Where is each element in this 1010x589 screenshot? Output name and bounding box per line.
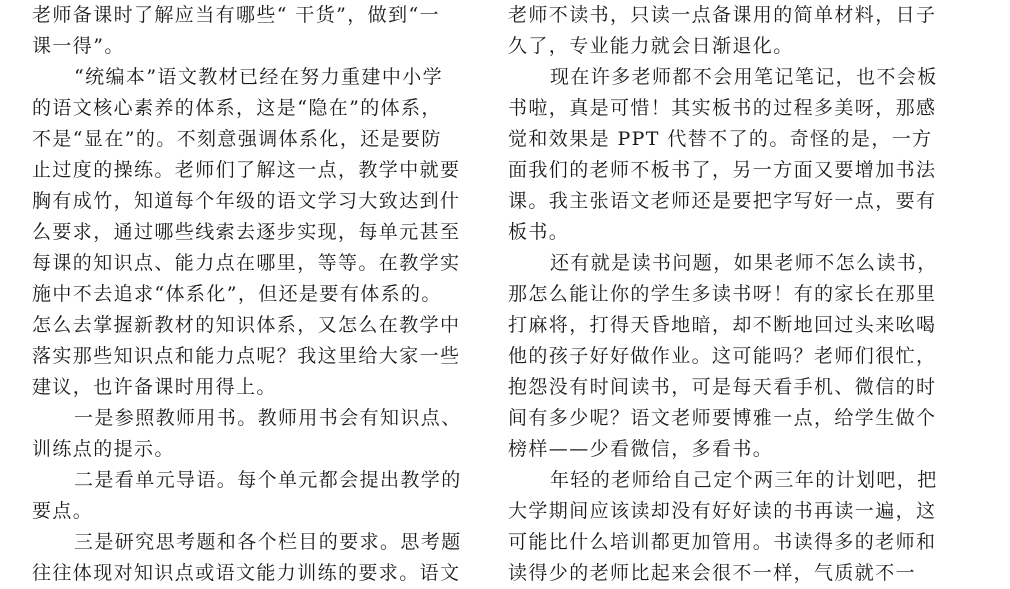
text-line: 久了，专业能力就会日渐退化。 <box>508 35 794 57</box>
text-line: 大学期间应该读却没有好好读的书再读一遍，这 <box>508 500 937 522</box>
text-line: 课。我主张语文老师还是要把字写好一点，要有 <box>508 190 937 212</box>
text-line: 觉和效果是 PPT 代替不了的。奇怪的是，一方 <box>508 128 933 150</box>
text-line: 打麻将，打得天昏地暗，却不断地回过头来吆喝 <box>508 314 937 336</box>
text-line: 书啦，真是可惜！其实板书的过程多美呀，那感 <box>508 97 937 119</box>
text-line: 每课的知识点、能力点在哪里，等等。在教学实 <box>32 252 461 274</box>
text-line: 么要求，通过哪些线索去逐步实现，每单元甚至 <box>32 221 461 243</box>
text-line: 落实那些知识点和能力点呢？我这里给大家一些 <box>32 345 461 367</box>
text-line: 现在许多老师都不会用笔记笔记，也不会板 <box>550 66 938 88</box>
text-line: “统编本”语文教材已经在努力重建中小学 <box>74 66 444 88</box>
text-line: 不是“显在”的。不刻意强调体系化，还是要防 <box>32 128 442 150</box>
text-line: 板书。 <box>508 221 570 243</box>
text-line: 老师备课时了解应当有哪些“ 干货”，做到“一 <box>32 4 440 26</box>
text-line: 往往体现对知识点或语文能力训练的要求。语文 <box>32 562 461 584</box>
text-line: 二是看单元导语。每个单元都会提出教学的 <box>74 469 462 491</box>
text-line: 读得少的老师比起来会很不一样，气质就不一 <box>508 562 917 584</box>
text-line: 训练点的提示。 <box>32 438 175 460</box>
text-line: 一是参照教师用书。教师用书会有知识点、 <box>74 407 462 429</box>
text-line: 间有多少呢？语文老师要博雅一点，给学生做个 <box>508 407 937 429</box>
text-line: 可能比什么培训都更加管用。书读得多的老师和 <box>508 531 937 553</box>
text-line: 那怎么能让你的学生多读书呀！有的家长在那里 <box>508 283 937 305</box>
text-line: 课一得”。 <box>32 35 125 57</box>
text-line: 的语文核心素养的体系，这是“隐在”的体系， <box>32 97 442 119</box>
text-line: 止过度的操练。老师们了解这一点，教学中就要 <box>32 159 461 181</box>
text-line: 施中不去追求“体系化”，但还是要有体系的。 <box>32 283 442 305</box>
text-line: 榜样——少看微信，多看书。 <box>508 438 774 460</box>
text-line: 年轻的老师给自己定个两三年的计划吧，把 <box>550 469 938 491</box>
text-line: 老师不读书，只读一点备课用的简单材料，日子 <box>508 4 937 26</box>
text-line: 建议，也许备课时用得上。 <box>32 376 277 398</box>
text-line: 三是研究思考题和各个栏目的要求。思考题 <box>74 531 462 553</box>
text-line: 怎么去掌握新教材的知识体系，又怎么在教学中 <box>32 314 461 336</box>
text-line: 要点。 <box>32 500 94 522</box>
text-line: 他的孩子好好做作业。这可能吗？老师们很忙， <box>508 345 937 367</box>
text-line: 面我们的老师不板书了，另一方面又要增加书法 <box>508 159 937 181</box>
text-line: 还有就是读书问题，如果老师不怎么读书， <box>550 252 938 274</box>
text-line: 胸有成竹，知道每个年级的语文学习大致达到什 <box>32 190 461 212</box>
text-line: 抱怨没有时间读书，可是每天看手机、微信的时 <box>508 376 937 398</box>
